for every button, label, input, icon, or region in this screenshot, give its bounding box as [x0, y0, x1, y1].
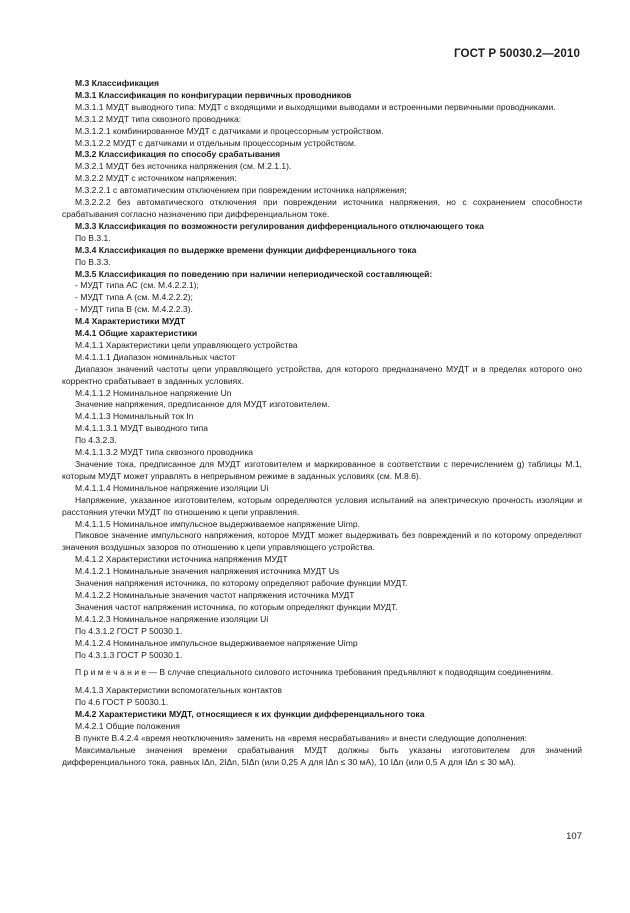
paragraph: М.4.1.1.3.1 МУДТ выводного типа	[75, 423, 208, 434]
document-header: ГОСТ Р 50030.2—2010	[454, 47, 580, 60]
paragraph: По В.3.3.	[75, 256, 111, 267]
page-number: 107	[566, 831, 582, 842]
subsection-heading: М.3.1 Классификация по конфигурации первичных проводников	[75, 89, 352, 100]
subsection-heading: М.3.5 Классификация по поведению при наличии непериодической составляющей:	[75, 268, 433, 279]
paragraph: М.3.2.2.1 с автоматическим отключением при повреждении источника напряжения;	[75, 185, 407, 196]
paragraph: М.3.2.2 МУДТ с источником напряжения:	[75, 173, 237, 184]
paragraph: По 4.6 ГОСТ Р 50030.1.	[75, 697, 169, 708]
paragraph: М.3.1.2 МУДТ типа сквозного проводника:	[75, 113, 242, 124]
paragraph: Напряжение, указанное изготовителем, которым определяются условия испытаний на электрическую прочность изоляции и расстояния утечки МУДТ по отношению к цепи управления.	[62, 494, 582, 517]
paragraph: М.4.1.1.3 Номинальный ток In	[75, 411, 194, 422]
paragraph: Значение напряжения, предписанное для МУДТ изготовителем.	[75, 399, 330, 410]
section-heading: М.4 Характеристики МУДТ	[75, 316, 186, 327]
paragraph: М.4.1.1.1 Диапазон номинальных частот	[75, 351, 236, 362]
paragraph: М.4.1.1 Характеристики цепи управляющего устройства	[75, 339, 298, 350]
paragraph: Диапазон значений частоты цепи управляющего устройства, для которого предназначено МУДТ и в пределах которого оно корректно срабатывает в заданных условиях.	[62, 363, 582, 386]
paragraph: По В.3.1.	[75, 232, 111, 243]
paragraph: М.4.1.1.4 Номинальное напряжение изоляции Ui	[75, 482, 269, 493]
paragraph: М.3.1.2.1 комбинированное МУДТ с датчиками и процессорным устройством.	[75, 125, 384, 136]
subsection-heading: М.4.2 Характеристики МУДТ, относящиеся к их функции дифференциального тока	[75, 709, 425, 720]
paragraph: М.4.1.2 Характеристики источника напряжения МУДТ	[75, 554, 288, 565]
paragraph: М.4.1.2.2 Номинальные значения частот напряжения источника МУДТ	[75, 589, 355, 600]
note: П р и м е ч а н и е — В случае специального силового источника требования предъявляют к подводящим соединениям.	[75, 667, 554, 678]
list-item: - МУДТ типа В (см. М.4.2.2.3).	[75, 304, 193, 315]
subsection-heading: М.3.2 Классификация по способу срабатывания	[75, 149, 281, 160]
paragraph: М.3.2.2.2 без автоматического отключения при повреждении источника напряжения, но с сохранением способности срабатывания согласно назначению при дифференциальном токе.	[62, 197, 582, 219]
paragraph: Максимальные значения времени срабатывания МУДТ должны быть указаны изготовителем для значений дифференциального тока, равных IΔn, 2IΔn, 5IΔn (или 0,25 А для IΔn ≤ 30 мА), 10 IΔn (или 0,5 А для IΔn ≤ 30 мА).	[62, 744, 582, 767]
subsection-heading: М.3.3 Классификация по возможности регулирования дифференциального отключающего тока	[75, 220, 484, 231]
paragraph: По 4.3.2.3.	[75, 435, 117, 446]
paragraph: По 4.3.1.3 ГОСТ Р 50030.1.	[75, 649, 183, 660]
subsection-heading: М.3.4 Классификация по выдержке времени функции дифференциального тока	[75, 244, 417, 255]
paragraph: М.4.1.1.3.2 МУДТ типа сквозного проводника	[75, 447, 253, 458]
paragraph: М.4.2.1 Общие положения	[75, 721, 180, 732]
paragraph: По 4.3.1.2 ГОСТ Р 50030.1.	[75, 625, 183, 636]
paragraph: Значения частот напряжения источника, по которым определяют функции МУДТ.	[75, 601, 398, 612]
document-body	[62, 78, 582, 769]
paragraph: М.3.2.1 МУДТ без источника напряжения (см. М.2.1.1).	[75, 161, 292, 172]
subsection-heading: М.4.1 Общие характеристики	[75, 328, 198, 339]
paragraph: М.4.1.3 Характеристики вспомогательных контактов	[75, 685, 282, 696]
paragraph: В пункте В.4.2.4 «время неотключения» заменить на «время несрабатывания» и внести следующие дополнения:	[75, 732, 527, 743]
paragraph: М.4.1.1.5 Номинальное импульсное выдерживаемое напряжение Uimp.	[75, 518, 360, 529]
paragraph: Значения напряжения источника, по которому определяют рабочие функции МУДТ.	[75, 578, 408, 589]
paragraph: М.4.1.1.2 Номинальное напряжение Un	[75, 387, 232, 398]
paragraph: М.3.1.1 МУДТ выводного типа: МУДТ с входящими и выходящими выводами и встроенными первичными проводниками.	[75, 101, 556, 112]
paragraph: Значение тока, предписанное для МУДТ изготовителем и маркированное в соответствии с перечислением g) таблицы М.1, которым МУДТ может управлять в непрерывном режиме в заданных условиях (см. М.8.6).	[62, 459, 582, 481]
list-item: - МУДТ типа А (см. М.4.2.2.2);	[75, 292, 193, 303]
paragraph: М.3.1.2.2 МУДТ с датчиками и отдельным процессорным устройством.	[75, 137, 357, 148]
paragraph: М.4.1.2.3 Номинальное напряжение изоляции Ui	[75, 613, 269, 624]
paragraph: М.4.1.2.1 Номинальные значения напряжения источника МУДТ Us	[75, 566, 340, 577]
paragraph: М.4.1.2.4 Номинальное импульсное выдерживаемое напряжение Uimp	[75, 637, 358, 648]
list-item: - МУДТ типа АС (см. М.4.2.2.1);	[75, 280, 199, 291]
section-heading: М.3 Классификация	[75, 78, 160, 88]
paragraph: Пиковое значение импульсного напряжения, которое МУДТ может выдерживать без повреждений и по которому определяют значения воздушных зазоров по отношению к цепи управляющего устройства.	[62, 530, 582, 553]
